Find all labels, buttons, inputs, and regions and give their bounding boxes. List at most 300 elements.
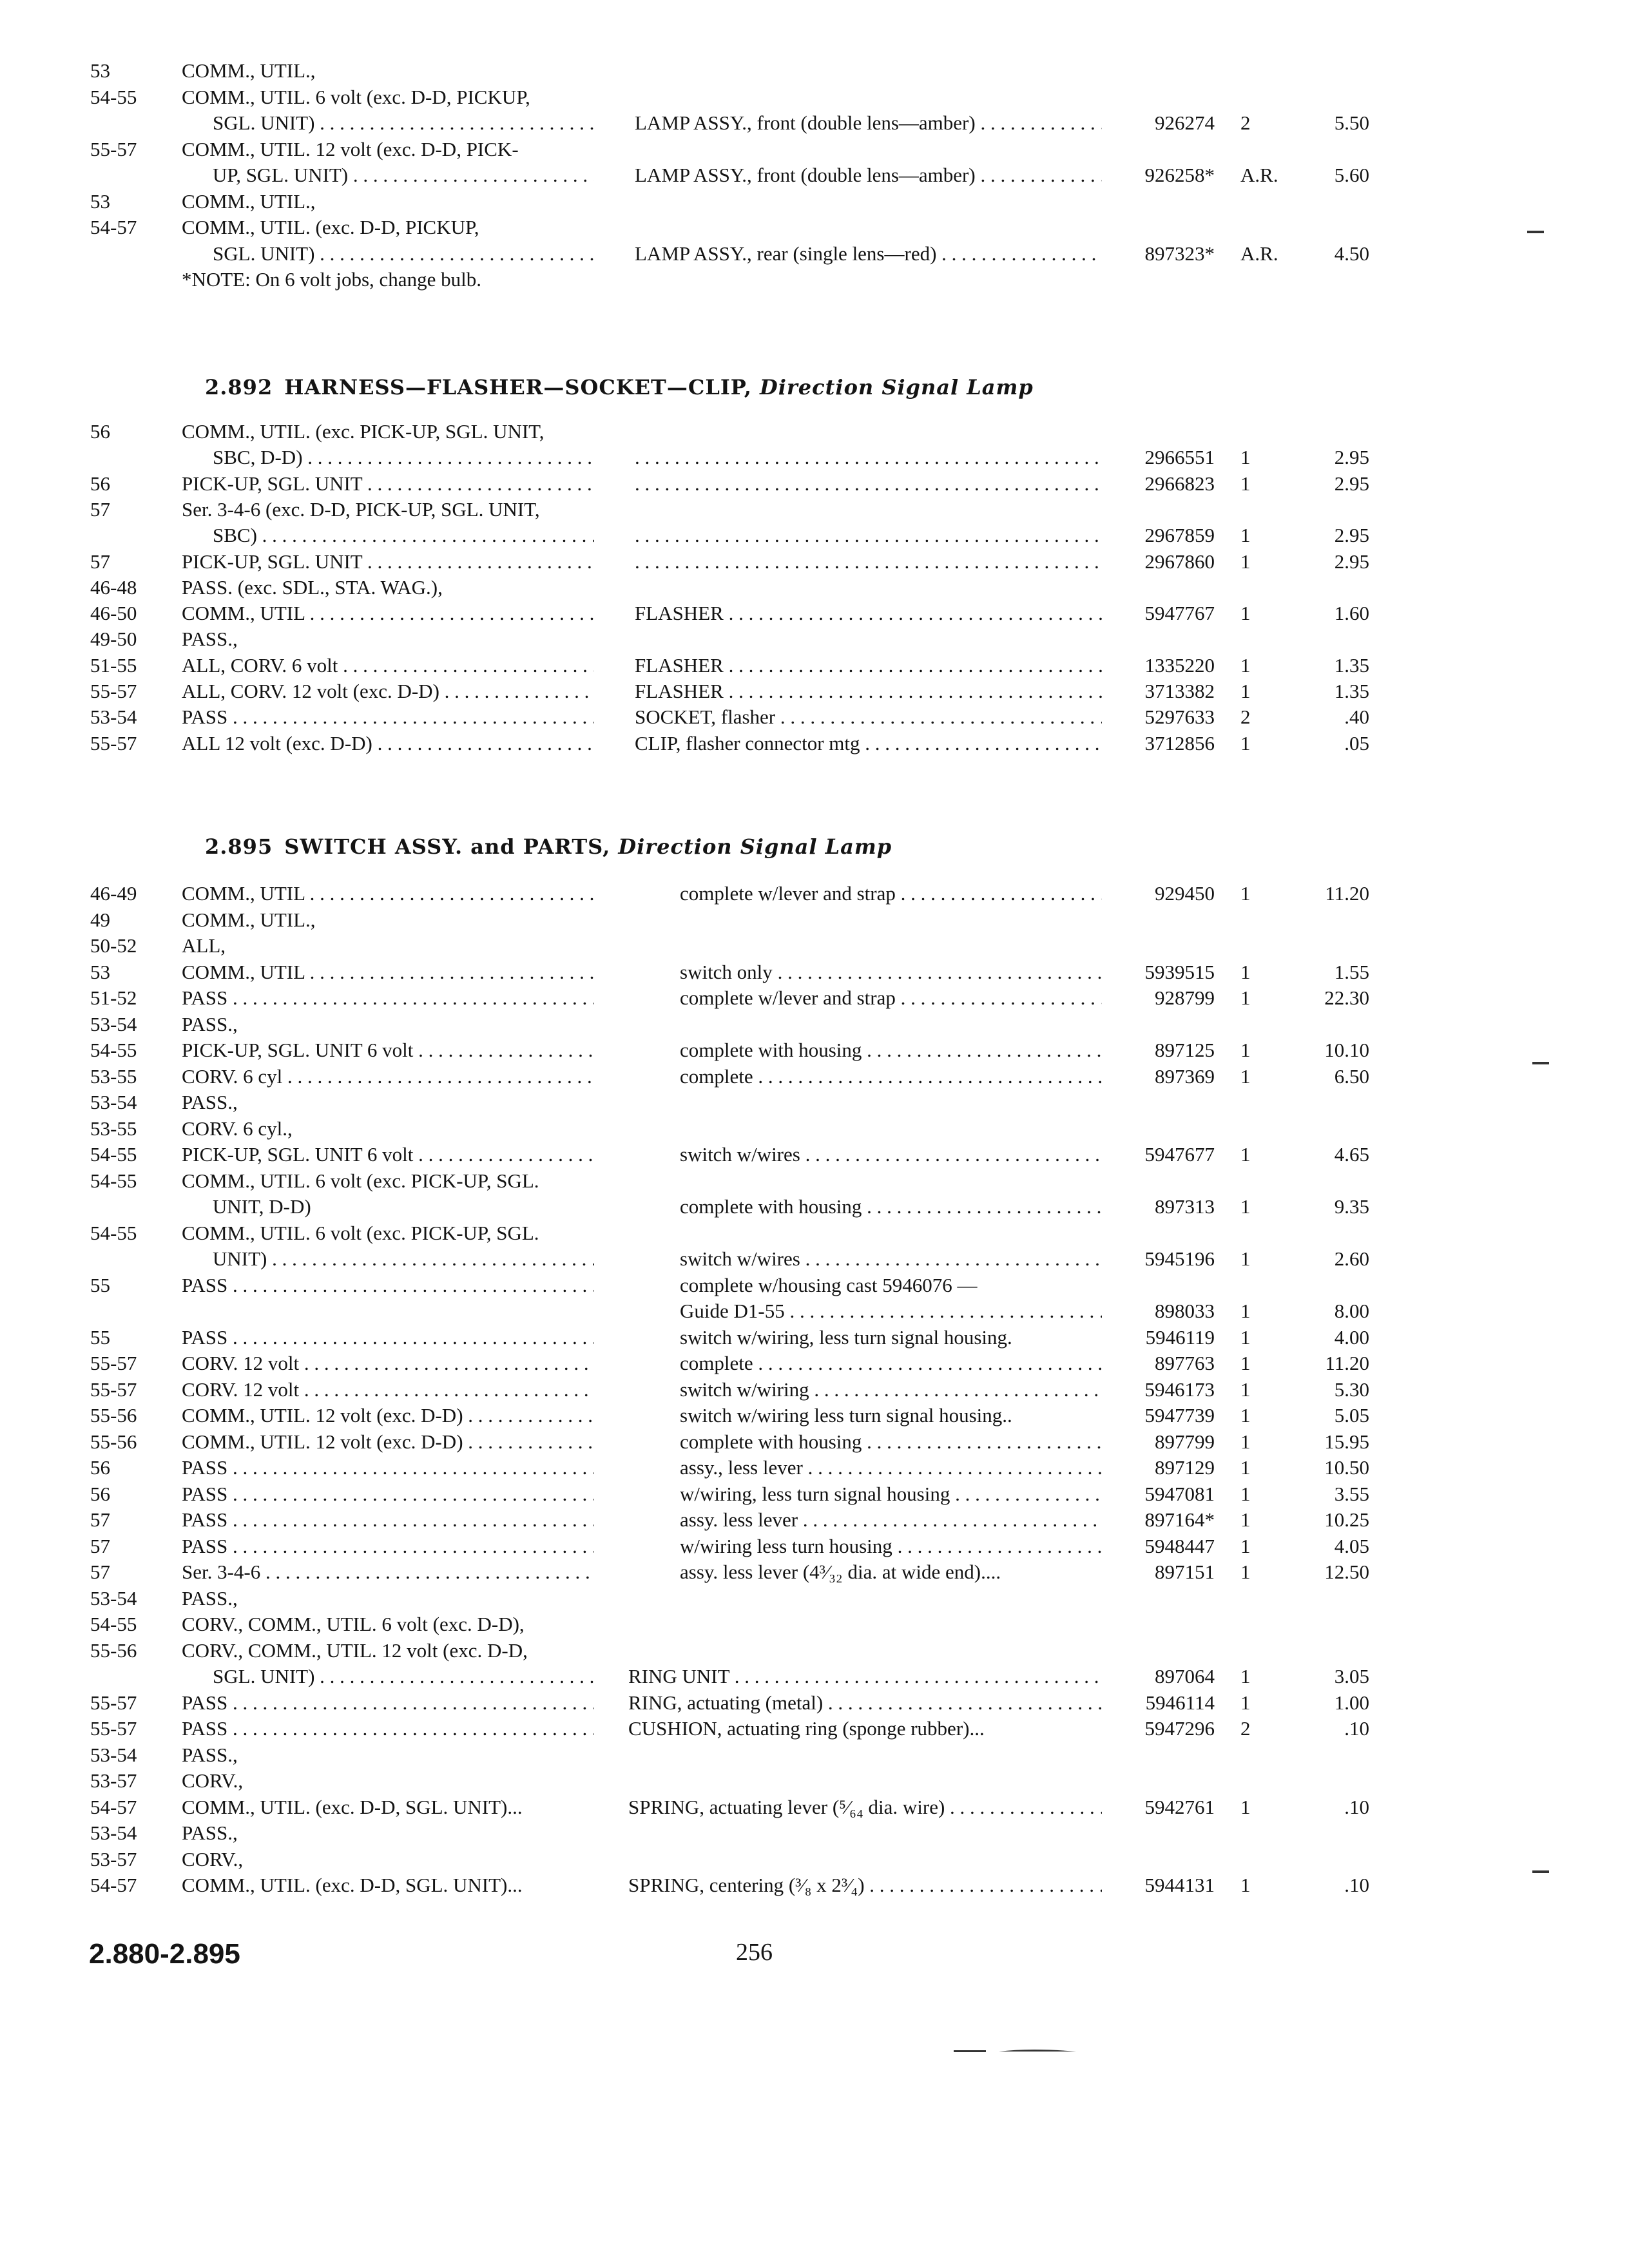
- quantity: 1: [1240, 653, 1251, 677]
- part-number: 897129: [1155, 1456, 1215, 1479]
- part-description: SOCKET, flasher . . .: [635, 703, 1102, 731]
- part-description: FLASHER . . .: [635, 599, 1102, 628]
- parts-row: [0, 470, 1629, 498]
- model-years: 50-52: [90, 934, 137, 957]
- model-years: 56: [90, 1456, 110, 1479]
- part-number: 5939515: [1144, 960, 1215, 983]
- quantity: 1: [1240, 1795, 1251, 1818]
- model-application: COMM., UTIL. (exc. PICK-UP, SGL. UNIT,: [182, 420, 545, 443]
- parts-row: [0, 958, 1629, 986]
- model-application: COMM., UTIL. 6 volt (exc. D-D, PICKUP,: [182, 85, 530, 108]
- model-application: SBC, D-D) . . .: [213, 443, 594, 472]
- part-description: [635, 521, 1102, 550]
- quantity: 1: [1240, 1325, 1251, 1349]
- model-application: CORV. 6 cyl . . .: [182, 1062, 594, 1091]
- quantity: 1: [1240, 1534, 1251, 1557]
- part-description: complete w/lever and strap . . .: [680, 879, 1102, 908]
- part-number: 3712856: [1144, 731, 1215, 754]
- model-application: PASS . . .: [182, 1689, 594, 1717]
- model-application: CORV., COMM., UTIL. 6 volt (exc. D-D),: [182, 1613, 525, 1635]
- part-description: SPRING, centering (³⁄₈ x 2³⁄₄) . . .: [628, 1871, 1102, 1899]
- part-description: assy. less lever (4³⁄₃₂ dia. at wide end)....: [680, 1561, 1001, 1583]
- list-price: .10: [1344, 1795, 1369, 1818]
- part-description: switch w/wires . . .: [680, 1245, 1102, 1273]
- part-number: 5946119: [1145, 1325, 1215, 1349]
- margin-mark: [1527, 231, 1544, 233]
- parts-row: [0, 1871, 1629, 1899]
- model-years: 53-54: [90, 1091, 137, 1113]
- section-subtitle: Direction Signal Lamp: [618, 834, 892, 859]
- model-years: 46-50: [90, 602, 137, 625]
- quantity: A.R.: [1240, 164, 1278, 186]
- part-description: switch w/wires . . .: [680, 1140, 1102, 1169]
- model-years: 53-57: [90, 1847, 137, 1870]
- list-price: 2.95: [1334, 550, 1369, 573]
- parts-row: [0, 1140, 1629, 1169]
- parts-row: [0, 1323, 1629, 1352]
- list-price: 1.35: [1334, 653, 1369, 677]
- quantity: 1: [1240, 1508, 1251, 1531]
- list-price: 9.35: [1334, 1195, 1369, 1218]
- list-price: 1.35: [1334, 680, 1369, 702]
- model-years: 54-55: [90, 1169, 137, 1192]
- part-description: [635, 548, 1102, 576]
- part-description: LAMP ASSY., front (double lens—amber) . . .: [635, 161, 1102, 189]
- model-application: PASS.,: [182, 1012, 238, 1035]
- model-years: 55-57: [90, 1691, 137, 1714]
- model-application: CORV. 12 volt . . .: [182, 1376, 594, 1404]
- parts-row: [0, 265, 1629, 294]
- quantity: 1: [1240, 882, 1251, 905]
- model-application: COMM., UTIL. 12 volt (exc. D-D) . . .: [182, 1428, 594, 1456]
- list-price: 2.95: [1334, 472, 1369, 495]
- list-price: 5.60: [1334, 164, 1369, 186]
- parts-row: [0, 1349, 1629, 1378]
- model-application: PASS.,: [182, 1091, 238, 1113]
- model-application: Ser. 3-4-6 . . .: [182, 1558, 594, 1586]
- model-years: 54-57: [90, 1795, 137, 1818]
- quantity: 1: [1240, 960, 1251, 983]
- part-description: FLASHER . . .: [635, 677, 1102, 706]
- model-application: PASS . . .: [182, 703, 594, 731]
- quantity: 1: [1240, 524, 1251, 547]
- part-number: 926274: [1155, 111, 1215, 134]
- model-years: 57: [90, 1534, 110, 1557]
- part-number: 5944131: [1144, 1874, 1215, 1896]
- model-years: 51-55: [90, 653, 137, 677]
- parts-row: [0, 1036, 1629, 1064]
- parts-row: [0, 1689, 1629, 1717]
- model-years: 55: [90, 1325, 110, 1349]
- quantity: 1: [1240, 1456, 1251, 1479]
- model-years: 55-57: [90, 731, 137, 754]
- model-years: 54-55: [90, 1039, 137, 1061]
- model-application: COMM., UTIL.,: [182, 59, 316, 82]
- model-years: 55-56: [90, 1404, 137, 1427]
- part-number: 3713382: [1144, 680, 1215, 702]
- part-number: 5948447: [1144, 1534, 1215, 1557]
- model-application: COMM., UTIL. (exc. D-D, SGL. UNIT)...: [182, 1795, 523, 1818]
- model-application: PASS . . .: [182, 1271, 594, 1300]
- section-subtitle: Direction Signal Lamp: [760, 375, 1034, 399]
- part-description: assy. less lever . . .: [680, 1506, 1102, 1534]
- section-title: HARNESS—FLASHER—SOCKET—CLIP,: [284, 375, 752, 399]
- model-application: CORV.,: [182, 1769, 244, 1792]
- model-application: PASS . . .: [182, 1506, 594, 1534]
- section-range-footer: 2.880-2.895: [89, 1938, 240, 1970]
- parts-row: [0, 1245, 1629, 1273]
- parts-row: [0, 187, 1629, 216]
- part-number: 926258*: [1144, 164, 1215, 186]
- model-years: 53-55: [90, 1117, 137, 1140]
- parts-row: [0, 1845, 1629, 1874]
- part-description: complete w/lever and strap . . .: [680, 984, 1102, 1012]
- part-number: 1335220: [1144, 653, 1215, 677]
- model-application: PICK-UP, SGL. UNIT 6 volt . . .: [182, 1140, 594, 1169]
- parts-row: [0, 879, 1629, 908]
- part-number: 2966823: [1144, 472, 1215, 495]
- model-application: COMM., UTIL. (exc. D-D, PICKUP,: [182, 216, 479, 238]
- parts-row: [0, 625, 1629, 653]
- part-description: switch w/wiring, less turn signal housing.: [680, 1325, 1012, 1349]
- quantity: 1: [1240, 1064, 1251, 1088]
- parts-row: [0, 1767, 1629, 1795]
- part-number: 5947739: [1144, 1404, 1215, 1427]
- quantity: 1: [1240, 1665, 1251, 1687]
- part-number: 5947767: [1144, 602, 1215, 625]
- part-description: SPRING, actuating lever (⁵⁄₆₄ dia. wire) . . .: [628, 1793, 1102, 1821]
- model-application: PASS . . .: [182, 1480, 594, 1508]
- model-application: COMM., UTIL.,: [182, 908, 316, 931]
- part-number: 5946114: [1145, 1691, 1215, 1714]
- list-price: .40: [1344, 706, 1369, 729]
- model-application: UNIT) . . .: [213, 1245, 594, 1273]
- section-heading: [205, 375, 1034, 399]
- margin-mark: [954, 2049, 1076, 2053]
- quantity: 1: [1240, 1404, 1251, 1427]
- parts-row: [0, 495, 1629, 524]
- list-price: 1.00: [1334, 1691, 1369, 1714]
- model-application: COMM., UTIL. (exc. D-D, SGL. UNIT)...: [182, 1874, 523, 1896]
- model-application: SGL. UNIT) . . .: [213, 240, 594, 268]
- part-number: 5942761: [1144, 1795, 1215, 1818]
- part-description: complete . . .: [680, 1349, 1102, 1378]
- parts-row: [0, 521, 1629, 550]
- parts-row: [0, 1219, 1629, 1247]
- margin-mark: [1532, 1062, 1549, 1064]
- list-price: 11.20: [1325, 1352, 1369, 1374]
- part-description: RING, actuating (metal) . . .: [628, 1689, 1102, 1717]
- list-price: 4.05: [1334, 1534, 1369, 1557]
- quantity: 2: [1240, 111, 1251, 134]
- part-number: 2966551: [1144, 446, 1215, 469]
- model-application: CORV.,: [182, 1847, 244, 1870]
- list-price: 4.00: [1334, 1325, 1369, 1349]
- part-number: 897799: [1155, 1430, 1215, 1453]
- quantity: 1: [1240, 472, 1251, 495]
- model-application: PASS. (exc. SDL., STA. WAG.),: [182, 575, 443, 599]
- quantity: 1: [1240, 1300, 1251, 1322]
- part-number: 897151: [1155, 1561, 1215, 1583]
- model-application: COMM., UTIL. 12 volt (exc. D-D, PICK-: [182, 137, 519, 160]
- quantity: 1: [1240, 1874, 1251, 1896]
- model-years: 54-55: [90, 1221, 137, 1244]
- section-title: SWITCH ASSY. and PARTS,: [284, 834, 611, 859]
- list-price: .05: [1344, 731, 1369, 754]
- parts-row: [0, 57, 1629, 85]
- part-number: 898033: [1155, 1300, 1215, 1322]
- model-years: 56: [90, 420, 110, 443]
- quantity: 2: [1240, 706, 1251, 729]
- model-application: UP, SGL. UNIT) . . .: [213, 161, 594, 189]
- part-description: [635, 470, 1102, 498]
- model-years: 57: [90, 497, 110, 521]
- model-application: CORV., COMM., UTIL. 12 volt (exc. D-D,: [182, 1639, 528, 1662]
- part-description: switch only . . .: [680, 958, 1102, 986]
- model-years: 53-54: [90, 1586, 137, 1610]
- model-application: *NOTE: On 6 volt jobs, change bulb.: [182, 268, 481, 291]
- model-years: 53-54: [90, 1821, 137, 1844]
- part-description: complete with housing . . .: [680, 1428, 1102, 1456]
- model-application: CORV. 6 cyl.,: [182, 1117, 293, 1140]
- part-description: [635, 443, 1102, 472]
- model-years: 55-57: [90, 1352, 137, 1374]
- model-application: COMM., UTIL. 12 volt (exc. D-D) . . .: [182, 1401, 594, 1430]
- quantity: 1: [1240, 1378, 1251, 1401]
- list-price: 15.95: [1324, 1430, 1369, 1453]
- list-price: 3.55: [1334, 1482, 1369, 1505]
- model-application: SBC) . . .: [213, 521, 594, 550]
- part-number: 5946173: [1144, 1378, 1215, 1401]
- parts-row: [0, 1610, 1629, 1639]
- parts-row: [0, 443, 1629, 472]
- quantity: 1: [1240, 731, 1251, 754]
- model-application: PICK-UP, SGL. UNIT 6 volt . . .: [182, 1036, 594, 1064]
- part-description: w/wiring less turn housing . . .: [680, 1532, 1102, 1561]
- list-price: 2.95: [1334, 446, 1369, 469]
- part-description: switch w/wiring less turn signal housing..: [680, 1404, 1012, 1427]
- list-price: 22.30: [1324, 986, 1369, 1009]
- parts-row: [0, 1454, 1629, 1482]
- parts-row: [0, 1584, 1629, 1613]
- part-description: FLASHER . . .: [635, 651, 1102, 680]
- model-years: 53: [90, 960, 110, 983]
- model-years: 54-55: [90, 1613, 137, 1635]
- model-application: Ser. 3-4-6 (exc. D-D, PICK-UP, SGL. UNIT,: [182, 497, 540, 521]
- part-number: 897125: [1155, 1039, 1215, 1061]
- model-years: 57: [90, 550, 110, 573]
- part-number: 5947677: [1144, 1143, 1215, 1166]
- model-application: COMM., UTIL . . .: [182, 879, 594, 908]
- model-application: PASS . . .: [182, 1323, 594, 1352]
- model-application: PASS . . .: [182, 984, 594, 1012]
- list-price: 2.95: [1334, 524, 1369, 547]
- list-price: .10: [1344, 1717, 1369, 1740]
- parts-row: [0, 1662, 1629, 1691]
- part-description: LAMP ASSY., front (double lens—amber) . . .: [635, 109, 1102, 137]
- part-number: 2967860: [1144, 550, 1215, 573]
- list-price: 10.50: [1324, 1456, 1369, 1479]
- model-application: SGL. UNIT) . . .: [213, 1662, 594, 1691]
- quantity: 1: [1240, 1247, 1251, 1270]
- part-description: complete with housing . . .: [680, 1193, 1102, 1221]
- list-price: 4.50: [1334, 242, 1369, 265]
- list-price: 4.65: [1334, 1143, 1369, 1166]
- parts-row: [0, 703, 1629, 731]
- part-description: switch w/wiring . . .: [680, 1376, 1102, 1404]
- model-application: PASS.,: [182, 1586, 238, 1610]
- model-application: ALL 12 volt (exc. D-D) . . .: [182, 729, 594, 758]
- model-years: 53-54: [90, 1743, 137, 1766]
- quantity: 1: [1240, 446, 1251, 469]
- parts-row: [0, 573, 1629, 602]
- model-application: PICK-UP, SGL. UNIT . . .: [182, 470, 594, 498]
- list-price: 1.60: [1334, 602, 1369, 625]
- model-years: 53: [90, 189, 110, 213]
- section-number: 2.892: [205, 375, 273, 399]
- model-years: 53-54: [90, 1012, 137, 1035]
- list-price: 1.55: [1334, 960, 1369, 983]
- model-years: 53-55: [90, 1064, 137, 1088]
- quantity: 1: [1240, 1039, 1251, 1061]
- parts-row: [0, 1532, 1629, 1561]
- model-years: 55-57: [90, 1717, 137, 1740]
- margin-mark: [1532, 1870, 1549, 1873]
- part-number: 5947296: [1144, 1717, 1215, 1740]
- model-years: 55-57: [90, 137, 137, 160]
- quantity: 1: [1240, 680, 1251, 702]
- part-description: complete w/housing cast 5946076 —: [680, 1273, 978, 1296]
- parts-row: [0, 984, 1629, 1012]
- parts-row: [0, 109, 1629, 137]
- part-description: LAMP ASSY., rear (single lens—red) . . .: [635, 240, 1102, 268]
- model-application: SGL. UNIT) . . .: [213, 109, 594, 137]
- model-application: PASS . . .: [182, 1454, 594, 1482]
- model-application: CORV. 12 volt . . .: [182, 1349, 594, 1378]
- part-number: 5297633: [1144, 706, 1215, 729]
- list-price: 10.25: [1324, 1508, 1369, 1531]
- model-application: PICK-UP, SGL. UNIT . . .: [182, 548, 594, 576]
- parts-row: [0, 83, 1629, 111]
- list-price: 8.00: [1334, 1300, 1369, 1322]
- part-number: 5947081: [1144, 1482, 1215, 1505]
- parts-row: [0, 599, 1629, 628]
- model-application: COMM., UTIL. 6 volt (exc. PICK-UP, SGL.: [182, 1169, 539, 1192]
- quantity: 1: [1240, 1430, 1251, 1453]
- model-application: COMM., UTIL . . .: [182, 958, 594, 986]
- parts-row: [0, 1062, 1629, 1091]
- part-number: 897763: [1155, 1352, 1215, 1374]
- parts-row: [0, 651, 1629, 680]
- model-application: COMM., UTIL. 6 volt (exc. PICK-UP, SGL.: [182, 1221, 539, 1244]
- parts-row: [0, 1010, 1629, 1039]
- model-years: 57: [90, 1561, 110, 1583]
- model-years: 46-49: [90, 882, 137, 905]
- parts-row: [0, 161, 1629, 189]
- parts-row: [0, 1167, 1629, 1195]
- part-description: CLIP, flasher connector mtg . . .: [635, 729, 1102, 758]
- parts-row: [0, 1271, 1629, 1300]
- part-number: 897313: [1155, 1195, 1215, 1218]
- list-price: 5.50: [1334, 111, 1369, 134]
- parts-row: [0, 1741, 1629, 1769]
- model-application: PASS . . .: [182, 1532, 594, 1561]
- model-years: 54-57: [90, 216, 137, 238]
- model-years: 55: [90, 1273, 110, 1296]
- model-years: 46-48: [90, 575, 137, 599]
- parts-row: [0, 729, 1629, 758]
- part-number: 5945196: [1144, 1247, 1215, 1270]
- model-years: 55-57: [90, 680, 137, 702]
- parts-row: [0, 548, 1629, 576]
- model-years: 54-55: [90, 85, 137, 108]
- list-price: 10.10: [1324, 1039, 1369, 1061]
- parts-row: [0, 932, 1629, 960]
- parts-row: [0, 240, 1629, 268]
- parts-row: [0, 1193, 1629, 1221]
- model-years: 53: [90, 59, 110, 82]
- model-application: ALL,: [182, 934, 226, 957]
- quantity: 1: [1240, 1482, 1251, 1505]
- model-years: 53-54: [90, 706, 137, 729]
- parts-row: [0, 418, 1629, 446]
- part-description: Guide D1-55 . . .: [680, 1297, 1102, 1325]
- part-description: complete with housing . . .: [680, 1036, 1102, 1064]
- model-years: 51-52: [90, 986, 137, 1009]
- model-years: 54-55: [90, 1143, 137, 1166]
- part-description: w/wiring, less turn signal housing . . .: [680, 1480, 1102, 1508]
- model-years: 49: [90, 908, 110, 931]
- quantity: A.R.: [1240, 242, 1278, 265]
- part-description: RING UNIT . . .: [628, 1662, 1102, 1691]
- parts-row: [0, 1480, 1629, 1508]
- parts-row: [0, 1793, 1629, 1821]
- parts-row: [0, 1401, 1629, 1430]
- model-application: COMM., UTIL.,: [182, 189, 316, 213]
- list-price: 5.05: [1334, 1404, 1369, 1427]
- model-years: 49-50: [90, 628, 137, 651]
- parts-row: [0, 1088, 1629, 1117]
- page-number: 256: [736, 1939, 773, 1966]
- parts-row: [0, 906, 1629, 934]
- parts-row: [0, 1428, 1629, 1456]
- quantity: 1: [1240, 1195, 1251, 1218]
- quantity: 1: [1240, 602, 1251, 625]
- list-price: 12.50: [1324, 1561, 1369, 1583]
- model-application: PASS . . .: [182, 1715, 594, 1743]
- quantity: 2: [1240, 1717, 1251, 1740]
- list-price: 11.20: [1325, 882, 1369, 905]
- model-years: 55-56: [90, 1639, 137, 1662]
- part-number: 897064: [1155, 1665, 1215, 1687]
- model-application: PASS.,: [182, 1821, 238, 1844]
- part-number: 928799: [1155, 986, 1215, 1009]
- parts-row: [0, 1715, 1629, 1743]
- model-years: 57: [90, 1508, 110, 1531]
- parts-row: [0, 1637, 1629, 1665]
- model-application: PASS.,: [182, 628, 238, 651]
- list-price: 3.05: [1334, 1665, 1369, 1687]
- part-number: 897164*: [1144, 1508, 1215, 1531]
- part-description: complete . . .: [680, 1062, 1102, 1091]
- model-years: 56: [90, 1482, 110, 1505]
- model-years: 54-57: [90, 1874, 137, 1896]
- list-price: 5.30: [1334, 1378, 1369, 1401]
- model-application: PASS.,: [182, 1743, 238, 1766]
- quantity: 1: [1240, 1561, 1251, 1583]
- quantity: 1: [1240, 986, 1251, 1009]
- parts-row: [0, 1558, 1629, 1586]
